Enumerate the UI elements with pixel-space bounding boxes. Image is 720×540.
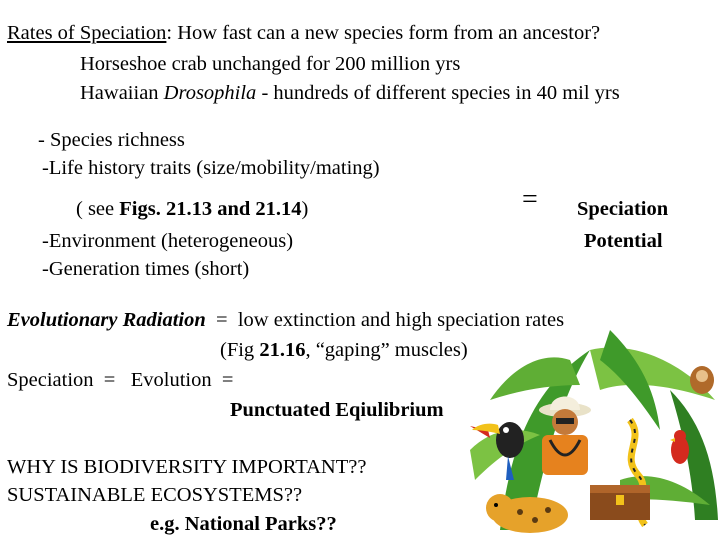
radiation-fig: [220, 338, 468, 362]
radiation-fig-bold: 21.16: [259, 339, 306, 361]
factor-life-history: -Life history traits (size/mobility/mating): [42, 157, 380, 179]
drosophila-prefix: Hawaiian: [80, 82, 164, 104]
speciation-evolution-line: Speciation = Evolution =: [7, 369, 234, 391]
question-national-parks: e.g. National Parks??: [150, 513, 337, 535]
potential-label: Potential: [584, 230, 663, 252]
radiation-definition: low extinction and high speciation rates: [237, 309, 565, 331]
drosophila-italic: Drosophila: [163, 82, 257, 104]
equals-sign: =: [522, 184, 538, 215]
radiation-term: Evolutionary Radiation: [7, 309, 206, 331]
radiation-equals: =: [216, 309, 228, 331]
title-rest: : How fast can a new species form from an ancestor?: [166, 22, 601, 44]
drosophila-line: [80, 81, 620, 105]
drosophila-suffix: - hundreds of different species in 40 mil yrs: [256, 82, 620, 104]
question-ecosystems: SUSTAINABLE ECOSYSTEMS??: [7, 484, 303, 506]
factor-species-richness: - Species richness: [38, 129, 185, 151]
jaguar-icon: [486, 494, 568, 533]
radiation-fig-suffix: , “gaping” muscles): [305, 339, 468, 361]
punctuated-equilibrium: Punctuated Eqiulibrium: [230, 399, 444, 421]
speciation-label: Speciation: [577, 198, 669, 220]
title-underlined: Rates of Speciation: [7, 22, 167, 44]
jungle-illustration: [470, 330, 720, 540]
question-biodiversity: WHY IS BIODIVERSITY IMPORTANT??: [7, 456, 367, 478]
radiation-line: [7, 308, 564, 332]
title-line: [7, 21, 600, 45]
figs-suffix: ): [301, 198, 309, 220]
radiation-fig-prefix: (Fig: [220, 339, 260, 361]
figs-reference: [76, 197, 308, 221]
figs-prefix: ( see: [76, 198, 120, 220]
explorer-icon: [539, 397, 591, 476]
factor-generation-times: -Generation times (short): [42, 258, 250, 280]
factor-environment: -Environment (heterogeneous): [42, 230, 294, 252]
horseshoe-crab-line: Horseshoe crab unchanged for 200 million yrs: [80, 53, 461, 75]
figs-bold: Figs. 21.13 and 21.14: [119, 198, 302, 220]
monkey-icon: [690, 366, 714, 394]
treasure-chest-icon: [590, 485, 650, 520]
